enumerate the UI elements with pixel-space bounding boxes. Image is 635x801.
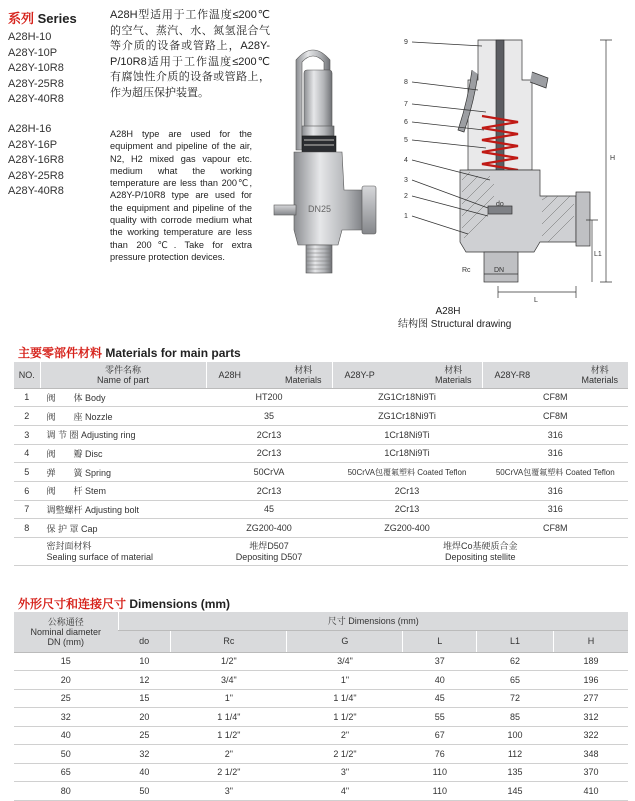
model-item: A28Y-25R8: [8, 169, 64, 182]
cell-mat-b: 2Cr13: [332, 500, 482, 519]
table-row-sealing: [14, 538, 628, 566]
materials-heading-en: Materials for main parts: [105, 346, 241, 360]
cell-mat-a: HT200: [206, 388, 332, 407]
cell-dn: 80: [14, 782, 118, 801]
cell-rc: 1": [171, 689, 287, 708]
cell-mat-a: 2Cr13: [206, 425, 332, 444]
cell-h: 277: [553, 689, 628, 708]
cell-dn: 65: [14, 763, 118, 782]
cell-mat-b: ZG1Cr18Ni9Ti: [332, 407, 482, 426]
valve-photo: [258, 40, 388, 280]
cell-g: 3": [287, 763, 403, 782]
materials-header-row: [14, 362, 628, 388]
part-label-8: 8: [404, 79, 408, 86]
cell-no: 4: [14, 444, 40, 463]
outlet: [362, 186, 376, 234]
model-list-2: [8, 122, 64, 200]
materials-heading-cn: 主要零部件材料: [18, 346, 103, 360]
col-mat-en: Materials: [581, 375, 618, 385]
cell-mat-b: 2Cr13: [332, 481, 482, 500]
cell-mat-b: 50CrVA包覆氟塑料 Coated Teflon: [332, 463, 482, 482]
cell-h: 410: [553, 782, 628, 801]
dim-label-do: do: [496, 201, 504, 208]
cell-do: 50: [118, 782, 171, 801]
cell-dn: 50: [14, 745, 118, 764]
table-row: [14, 763, 628, 782]
dim-label-dn: DN: [494, 267, 505, 274]
model-item: A28H-10: [8, 31, 52, 43]
cell-mat-a: 35: [206, 407, 332, 426]
model-item: A28Y-40R8: [8, 185, 64, 197]
cell-do: 25: [118, 726, 171, 745]
col-rc: Rc: [171, 631, 287, 652]
part-label-3: 3: [404, 177, 408, 184]
cell-no: 2: [14, 407, 40, 426]
seal-name-cn: 密封面材料: [46, 540, 92, 551]
cell-part: 阀 瓣 Disc: [40, 444, 206, 463]
col-dn: [14, 612, 118, 652]
cell-h: 370: [553, 763, 628, 782]
cell-part: 弹 簧 Spring: [40, 463, 206, 482]
cell-mat-c: 316: [482, 500, 628, 519]
table-row: [14, 388, 628, 407]
cell-do: 12: [118, 671, 171, 690]
model-list-1: [8, 30, 64, 108]
cell-no: 8: [14, 519, 40, 538]
cell-mat-c: 316: [482, 444, 628, 463]
cell-part: 阀 体 Body: [40, 388, 206, 407]
series-title-en: Series: [37, 11, 77, 26]
cell-part: 调整螺杆 Adjusting bolt: [40, 500, 206, 519]
cell-part: 保 护 罩 Cap: [40, 519, 206, 538]
cell-do: 32: [118, 745, 171, 764]
drawing-model: A28H: [435, 306, 461, 317]
col-model-b: [332, 362, 482, 388]
model-item: A28H-16: [8, 123, 52, 135]
cell-l: 76: [403, 745, 477, 764]
cell-do: 10: [118, 652, 171, 671]
cell-no: 5: [14, 463, 40, 482]
seal-a-cn: 堆焊D507: [249, 540, 289, 551]
materials-table: [14, 362, 628, 566]
description-en: A28H type are used for the equipment and pipeline of the air, N2, H2 mixed gas vapour etc. medium what the working temperature are less than 200℃, A28Y-P/10R8 type are used for the equipment and pipeline of the quality with corrode medium what the working temperature are less than 200℃. Take for extra pressure protection devices.: [110, 129, 252, 262]
cell-g: 2": [287, 726, 403, 745]
cell-dn: 32: [14, 708, 118, 727]
table-row: [14, 782, 628, 801]
seal-name-en: Sealing surface of material: [46, 551, 154, 562]
structural-drawing: [398, 20, 630, 304]
cell-rc: 1/2": [171, 652, 287, 671]
col-model-c-name: A28Y-R8: [494, 370, 531, 380]
cell-l1: 62: [477, 652, 554, 671]
part-label-9: 9: [404, 39, 408, 46]
cell-g: 1 1/4": [287, 689, 403, 708]
cell-mat-b: 1Cr18Ni9Ti: [332, 425, 482, 444]
model-item: A28Y-10R8: [8, 62, 64, 74]
cell-rc: 1 1/2": [171, 726, 287, 745]
cell-l1: 85: [477, 708, 554, 727]
cell-h: 196: [553, 671, 628, 690]
cell-seal-name: [40, 538, 206, 566]
cell-l1: 145: [477, 782, 554, 801]
materials-heading: [18, 344, 241, 361]
cell-l: 55: [403, 708, 477, 727]
drawing-caption: [398, 305, 512, 331]
col-model-a-name: A28H: [218, 370, 242, 380]
seal-a-en: Depositing D507: [235, 551, 303, 562]
cell-l: 67: [403, 726, 477, 745]
cell-dn: 20: [14, 671, 118, 690]
cell-mat-c: 316: [482, 425, 628, 444]
cell-mat-c: CF8M: [482, 407, 628, 426]
cell-l1: 72: [477, 689, 554, 708]
part-label-7: 7: [404, 101, 408, 108]
cell-part: 阀 杆 Stem: [40, 481, 206, 500]
dimensions-heading: [18, 595, 230, 612]
side-plug: [274, 205, 296, 215]
part-label-4: 4: [404, 157, 408, 164]
cell-mat-a: 2Cr13: [206, 444, 332, 463]
col-part: [40, 362, 206, 388]
dim-label-h: H: [610, 155, 616, 162]
cell-rc: 2": [171, 745, 287, 764]
cell-mat-a: 2Cr13: [206, 481, 332, 500]
model-item: A28Y-40R8: [8, 93, 64, 105]
cell-do: 15: [118, 689, 171, 708]
part-label-5: 5: [404, 137, 408, 144]
table-row: [14, 407, 628, 426]
cell-mat-c: 316: [482, 481, 628, 500]
col-part-cn: 零件名称: [104, 364, 141, 375]
cell-dn: 40: [14, 726, 118, 745]
cell-rc: 3": [171, 782, 287, 801]
cell-seal-a: [206, 538, 332, 566]
cell-mat-a: ZG200-400: [206, 519, 332, 538]
cell-l: 110: [403, 782, 477, 801]
model-item: A28Y-25R8: [8, 77, 64, 90]
cell-no: 3: [14, 425, 40, 444]
cell-l: 37: [403, 652, 477, 671]
seal-bc-cn: 堆焊Co基硬质合金: [442, 540, 518, 551]
table-row: [14, 463, 628, 482]
cell-mat-a: 45: [206, 500, 332, 519]
dimensions-header-row: [14, 612, 628, 631]
dim-label-rc: Rc: [462, 267, 471, 274]
cell-g: 1": [287, 671, 403, 690]
cell-h: 348: [553, 745, 628, 764]
bonnet: [304, 70, 332, 130]
cell-l1: 100: [477, 726, 554, 745]
cell-dn: 25: [14, 689, 118, 708]
table-row: [14, 500, 628, 519]
cell-h: 322: [553, 726, 628, 745]
cell-dn: 15: [14, 652, 118, 671]
cell-mat-b: ZG1Cr18Ni9Ti: [332, 388, 482, 407]
cell-l: 110: [403, 763, 477, 782]
table-row: [14, 708, 628, 727]
col-no: NO.: [14, 362, 40, 388]
cell-rc: 3/4": [171, 671, 287, 690]
cell-mat-c: CF8M: [482, 519, 628, 538]
cell-rc: 2 1/2": [171, 763, 287, 782]
part-label-1: 1: [404, 213, 408, 220]
dimensions-heading-cn: 外形尺寸和连接尺寸: [18, 597, 127, 611]
valve-body: [294, 152, 368, 245]
table-row: [14, 745, 628, 764]
cell-mat-b: ZG200-400: [332, 519, 482, 538]
dimensions-heading-en: Dimensions (mm): [129, 597, 231, 611]
part-label-2: 2: [404, 193, 408, 200]
cell-rc: 1 1/4": [171, 708, 287, 727]
part-label-6: 6: [404, 119, 408, 126]
col-l: L: [403, 631, 477, 652]
cell-mat-a: 50CrVA: [206, 463, 332, 482]
col-h: H: [553, 631, 628, 652]
col-g: G: [287, 631, 403, 652]
cell-h: 312: [553, 708, 628, 727]
seal-bc-en: Depositing stellite: [444, 551, 516, 562]
cell-l1: 65: [477, 671, 554, 690]
col-model-b-name: A28Y-P: [344, 370, 375, 380]
model-item: A28Y-16P: [8, 138, 58, 151]
series-title-cn: 系列: [8, 11, 35, 26]
col-l1: L1: [477, 631, 554, 652]
cell-g: 3/4": [287, 652, 403, 671]
table-row: [14, 519, 628, 538]
cell-mat-c: 50CrVA包覆氟塑料 Coated Teflon: [482, 463, 628, 482]
body-marking: DN25: [308, 204, 332, 214]
col-dn-en: Nominal diameter: [30, 626, 102, 637]
table-row: [14, 444, 628, 463]
col-mat-en: Materials: [434, 375, 472, 385]
table-row: [14, 726, 628, 745]
col-group-dimensions: 尺寸 Dimensions (mm): [118, 612, 628, 631]
col-dn-unit: DN (mm): [47, 636, 84, 647]
cell-do: 20: [118, 708, 171, 727]
cell-l: 40: [403, 671, 477, 690]
drawing-caption-text: 结构图 Structural drawing: [398, 319, 512, 330]
model-item: A28Y-10P: [8, 46, 58, 59]
table-row: [14, 689, 628, 708]
col-model-a: [206, 362, 332, 388]
col-mat-cn: 材料: [590, 365, 609, 375]
cell-l1: 135: [477, 763, 554, 782]
cell-no: 7: [14, 500, 40, 519]
col-mat-cn: 材料: [294, 365, 313, 375]
description-cn: A28H型适用于工作温度≤200℃的空气、蒸汽、水、氮氢混合气等介质的设备或管路上，A28Y-P/10R8适用于工作温度≤200℃有腐蚀性介质的设备或管路上，作为超压保护装置。: [110, 9, 270, 99]
table-row: [14, 652, 628, 671]
dim-label-l1: L1: [594, 251, 602, 258]
cell-l1: 112: [477, 745, 554, 764]
series-title: [8, 8, 77, 27]
cell-no: 6: [14, 481, 40, 500]
cell-part: 调 节 圈 Adjusting ring: [40, 425, 206, 444]
model-item: A28Y-16R8: [8, 154, 64, 166]
table-row: [14, 671, 628, 690]
cell-g: 2 1/2": [287, 745, 403, 764]
cell-mat-b: 1Cr18Ni9Ti: [332, 444, 482, 463]
table-row: [14, 481, 628, 500]
cell-h: 189: [553, 652, 628, 671]
cell-mat-c: CF8M: [482, 388, 628, 407]
cell-no: 1: [14, 388, 40, 407]
col-part-en: Name of part: [96, 374, 150, 385]
col-mat-en: Materials: [284, 375, 322, 385]
col-model-c: [482, 362, 628, 388]
col-dn-cn: 公称通径: [47, 616, 84, 627]
col-do: do: [118, 631, 171, 652]
cell-g: 1 1/2": [287, 708, 403, 727]
cell-do: 40: [118, 763, 171, 782]
cell-seal-bc: [332, 538, 628, 566]
dim-label-l: L: [534, 297, 538, 304]
dimensions-table: [14, 612, 628, 801]
cell-l: 45: [403, 689, 477, 708]
cell-g: 4": [287, 782, 403, 801]
table-row: [14, 425, 628, 444]
col-mat-cn: 材料: [444, 365, 463, 375]
cell-part: 阀 座 Nozzle: [40, 407, 206, 426]
